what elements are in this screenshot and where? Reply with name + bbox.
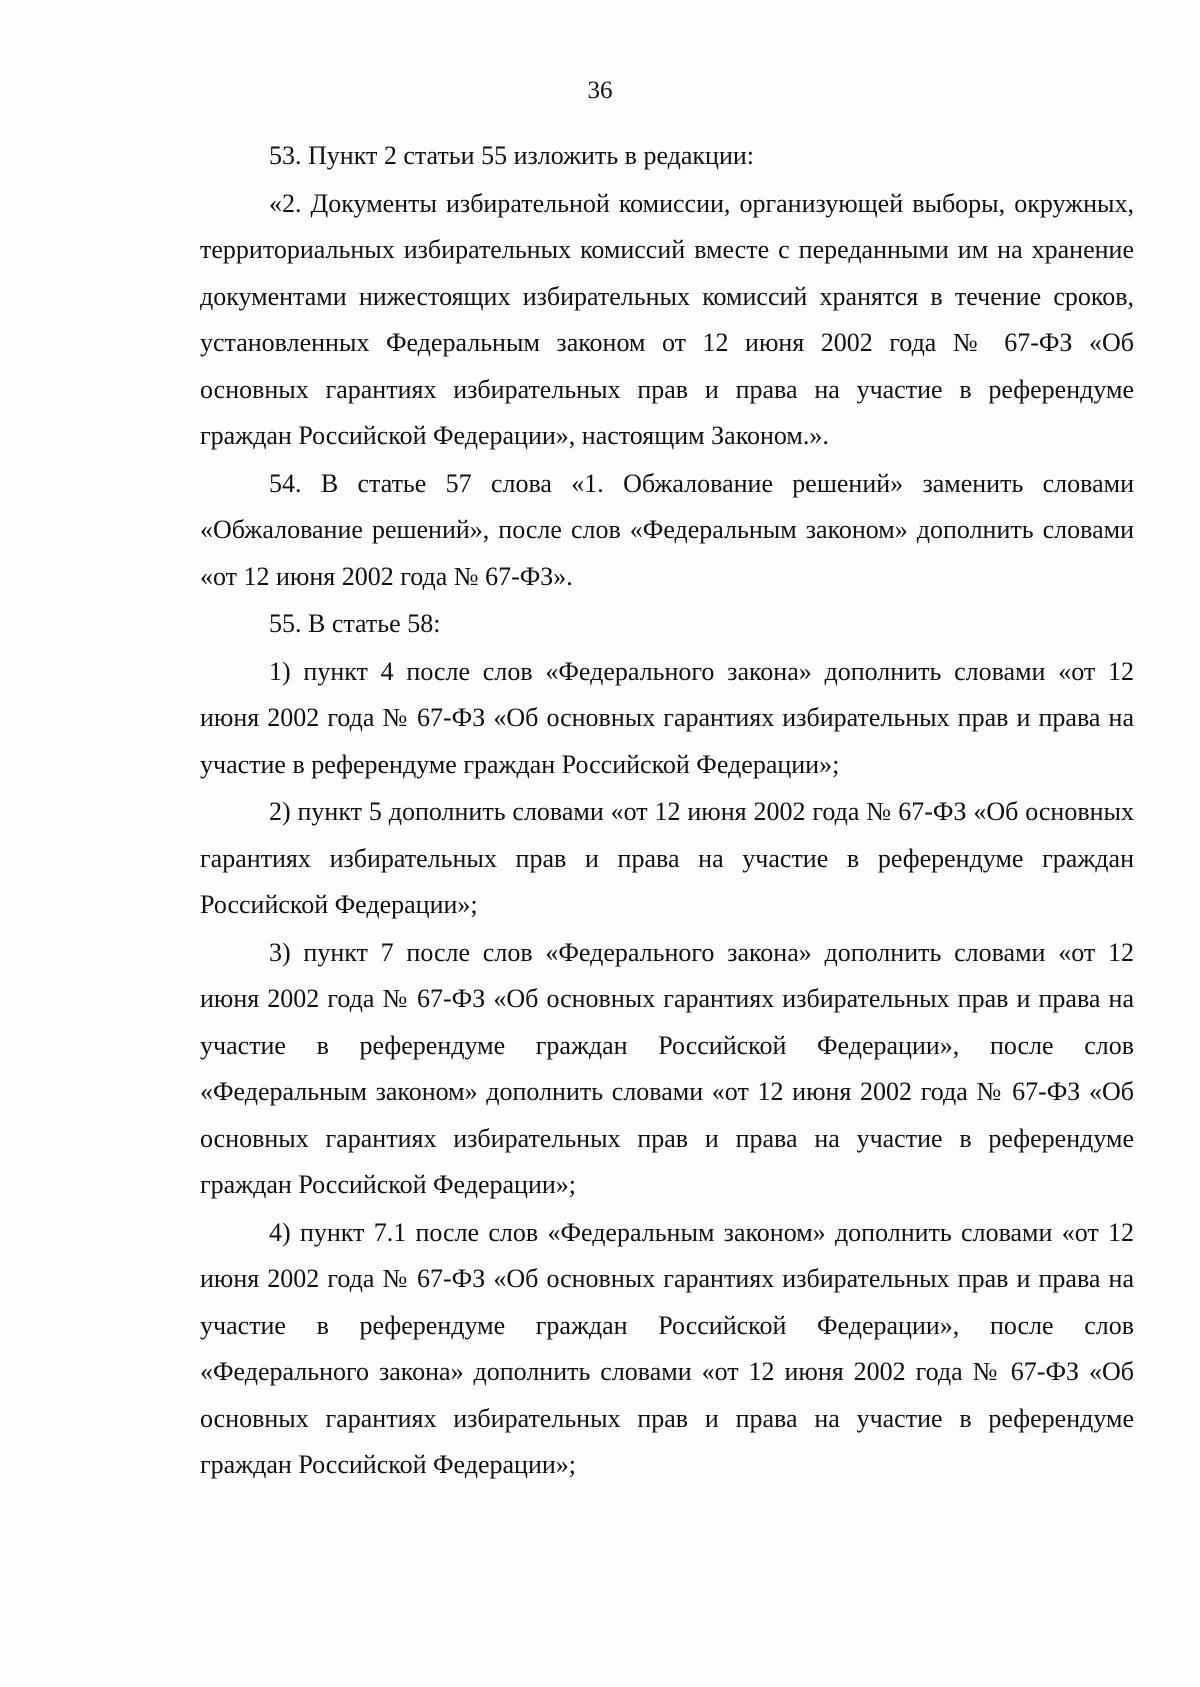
paragraph-55-item-4: 4) пункт 7.1 после слов «Федеральным законом» дополнить словами «от 12 июня 2002 года № 67-ФЗ «Об основных гарантиях избирательных прав и права на участие в референдуме граждан Российской Федерации», после слов «Федерального закона» дополнить словами «от 12 июня 2002 года № 67-ФЗ «Об основных гарантиях избирательных прав и права на участие в референдуме граждан Российской Федерации»; bbox=[200, 1217, 1134, 1479]
page-number: 36 bbox=[587, 77, 613, 104]
paragraph-55: 55. В статье 58: bbox=[269, 609, 441, 638]
paragraph-53: 53. Пункт 2 статьи 55 изложить в редакции: bbox=[269, 141, 755, 170]
paragraph-55-item-1: 1) пункт 4 после слов «Федерального закона» дополнить словами «от 12 июня 2002 года № 67-ФЗ «Об основных гарантиях избирательных прав и права на участие в референдуме граждан Российской Федерации»; bbox=[200, 656, 1134, 779]
paragraph-54: 54. В статье 57 слова «1. Обжалование решений» заменить словами «Обжалование решений», после слов «Федеральным законом» дополнить словами «от 12 июня 2002 года № 67-ФЗ». bbox=[200, 468, 1134, 591]
document-body bbox=[200, 133, 1134, 1489]
paragraph-53-quote: «2. Документы избирательной комиссии, организующей выборы, окружных, территориальных избирательных комиссий вместе с переданными им на хранение документами нижестоящих избирательных комиссий хранятся в течение сроков, установленных Федеральным законом от 12 июня 2002 года № 67-ФЗ «Об основных гарантиях избирательных прав и права на участие в референдуме граждан Российской Федерации», настоящим Законом.». bbox=[200, 188, 1134, 450]
paragraph-55-item-3: 3) пункт 7 после слов «Федерального закона» дополнить словами «от 12 июня 2002 года № 67-ФЗ «Об основных гарантиях избирательных прав и права на участие в референдуме граждан Российской Федерации», после слов «Федеральным законом» дополнить словами «от 12 июня 2002 года № 67-ФЗ «Об основных гарантиях избирательных прав и права на участие в референдуме граждан Российской Федерации»; bbox=[200, 937, 1134, 1199]
paragraph-55-item-2: 2) пункт 5 дополнить словами «от 12 июня 2002 года № 67-ФЗ «Об основных гарантиях избирательных прав и права на участие в референдуме граждан Российской Федерации»; bbox=[200, 797, 1134, 919]
